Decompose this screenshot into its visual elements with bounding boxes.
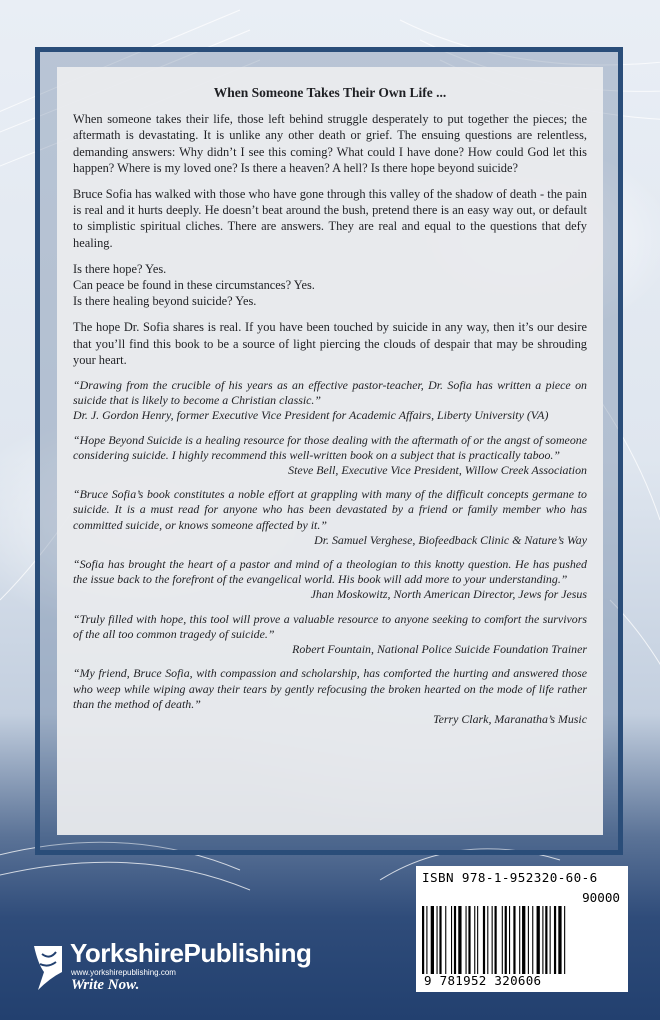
endorsement-text: “My friend, Bruce Sofia, with compassion and scholarship, has comforted the hurting and answered those who weep while wiping away their tears by gently refocusing the broken hearted on the mode of life rather than the method of death.” xyxy=(73,666,587,711)
back-cover-text-panel xyxy=(57,67,603,835)
endorsement-attribution: Robert Fountain, National Police Suicide Foundation Trainer xyxy=(292,642,587,657)
quill-logo-icon xyxy=(30,942,66,994)
ean-number: 9 781952 320606 xyxy=(424,973,542,988)
endorsement xyxy=(73,487,587,548)
question-answer-list xyxy=(73,261,587,310)
endorsement xyxy=(73,433,587,479)
endorsement-text: “Truly filled with hope, this tool will prove a valuable resource to anyone seeking to comfort the survivors of the all too common tragedy of suicide.” xyxy=(73,611,587,641)
intro-paragraph: When someone takes their life, those left behind struggle desperately to put together the pieces; the aftermath is devastating. It is unlike any other death or grief. The ensuing questions are relentless, demanding answers: Why didn’t I see this coming? What could I have done? How could God let this happen? Where is my loved one? Is there a heaven? A hell? Is there hope beyond suicide? xyxy=(73,112,587,175)
question-answer-line: Is there healing beyond suicide? Yes. xyxy=(73,294,257,309)
question-answer-line: Is there hope? Yes. xyxy=(73,261,167,276)
endorsement xyxy=(73,557,587,603)
endorsement xyxy=(73,378,587,424)
publisher-url: www.yorkshirepublishing.com xyxy=(71,968,176,977)
endorsement xyxy=(73,666,587,727)
question-answer-line: Can peace be found in these circumstances? Yes. xyxy=(73,278,315,293)
section-title: When Someone Takes Their Own Life ... xyxy=(213,85,447,100)
isbn-number: ISBN 978-1-952320-60-6 xyxy=(422,870,598,885)
endorsement-text: “Sofia has brought the heart of a pastor and mind of a theologian to this knotty question. He has pushed the issue back to the forefront of the evangelical world. His book will add more to your understanding.” xyxy=(73,557,587,587)
publisher-name: YorkshirePublishing xyxy=(70,938,312,968)
endorsement xyxy=(73,612,587,658)
endorsement-attribution: Terry Clark, Maranatha’s Music xyxy=(433,711,587,726)
barcode-bars-icon xyxy=(422,906,622,974)
price-addon-code: 90000 xyxy=(582,890,620,905)
endorsement-attribution: Jhan Moskowitz, North American Director, Jews for Jesus xyxy=(310,587,587,602)
endorsement-attribution: Dr. Samuel Verghese, Biofeedback Clinic & Nature’s Way xyxy=(314,532,587,547)
isbn-barcode xyxy=(416,866,628,992)
endorsement-attribution: Dr. J. Gordon Henry, former Executive Vice President for Academic Affairs, Liberty University (VA) xyxy=(73,408,549,423)
endorsement-text: “Hope Beyond Suicide is a healing resource for those dealing with the aftermath of or the angst of someone considering suicide. I highly recommend this well-written book on a subject that is practically taboo.” xyxy=(73,432,587,462)
author-paragraph: Bruce Sofia has walked with those who have gone through this valley of the shadow of death - the pain is real and it hurts deeply. He doesn’t beat around the bush, pretend there is an easy way out, or default to simplistic spiritual cliches. There are answers. They are real and equal to the questions that defy healing. xyxy=(73,187,587,250)
endorsement-text: “Bruce Sofia’s book constitutes a noble effort at grappling with many of the difficult concepts germane to suicide. It is a must read for anyone who has been devastated by a friend or family member who has committed suicide, or knows someone affected by it.” xyxy=(73,487,587,532)
closing-paragraph: The hope Dr. Sofia shares is real. If you have been touched by suicide in any way, then it’s our desire that you’ll find this book to be a source of light piercing the clouds of despair that may be shrouding your heart. xyxy=(73,320,587,367)
endorsement-text: “Drawing from the crucible of his years as an effective pastor-teacher, Dr. Sofia has written a piece on suicide that is likely to become a Christian classic.” xyxy=(73,378,587,408)
endorsement-attribution: Steve Bell, Executive Vice President, Willow Creek Association xyxy=(288,463,587,478)
publisher-tagline: Write Now. xyxy=(71,977,140,993)
